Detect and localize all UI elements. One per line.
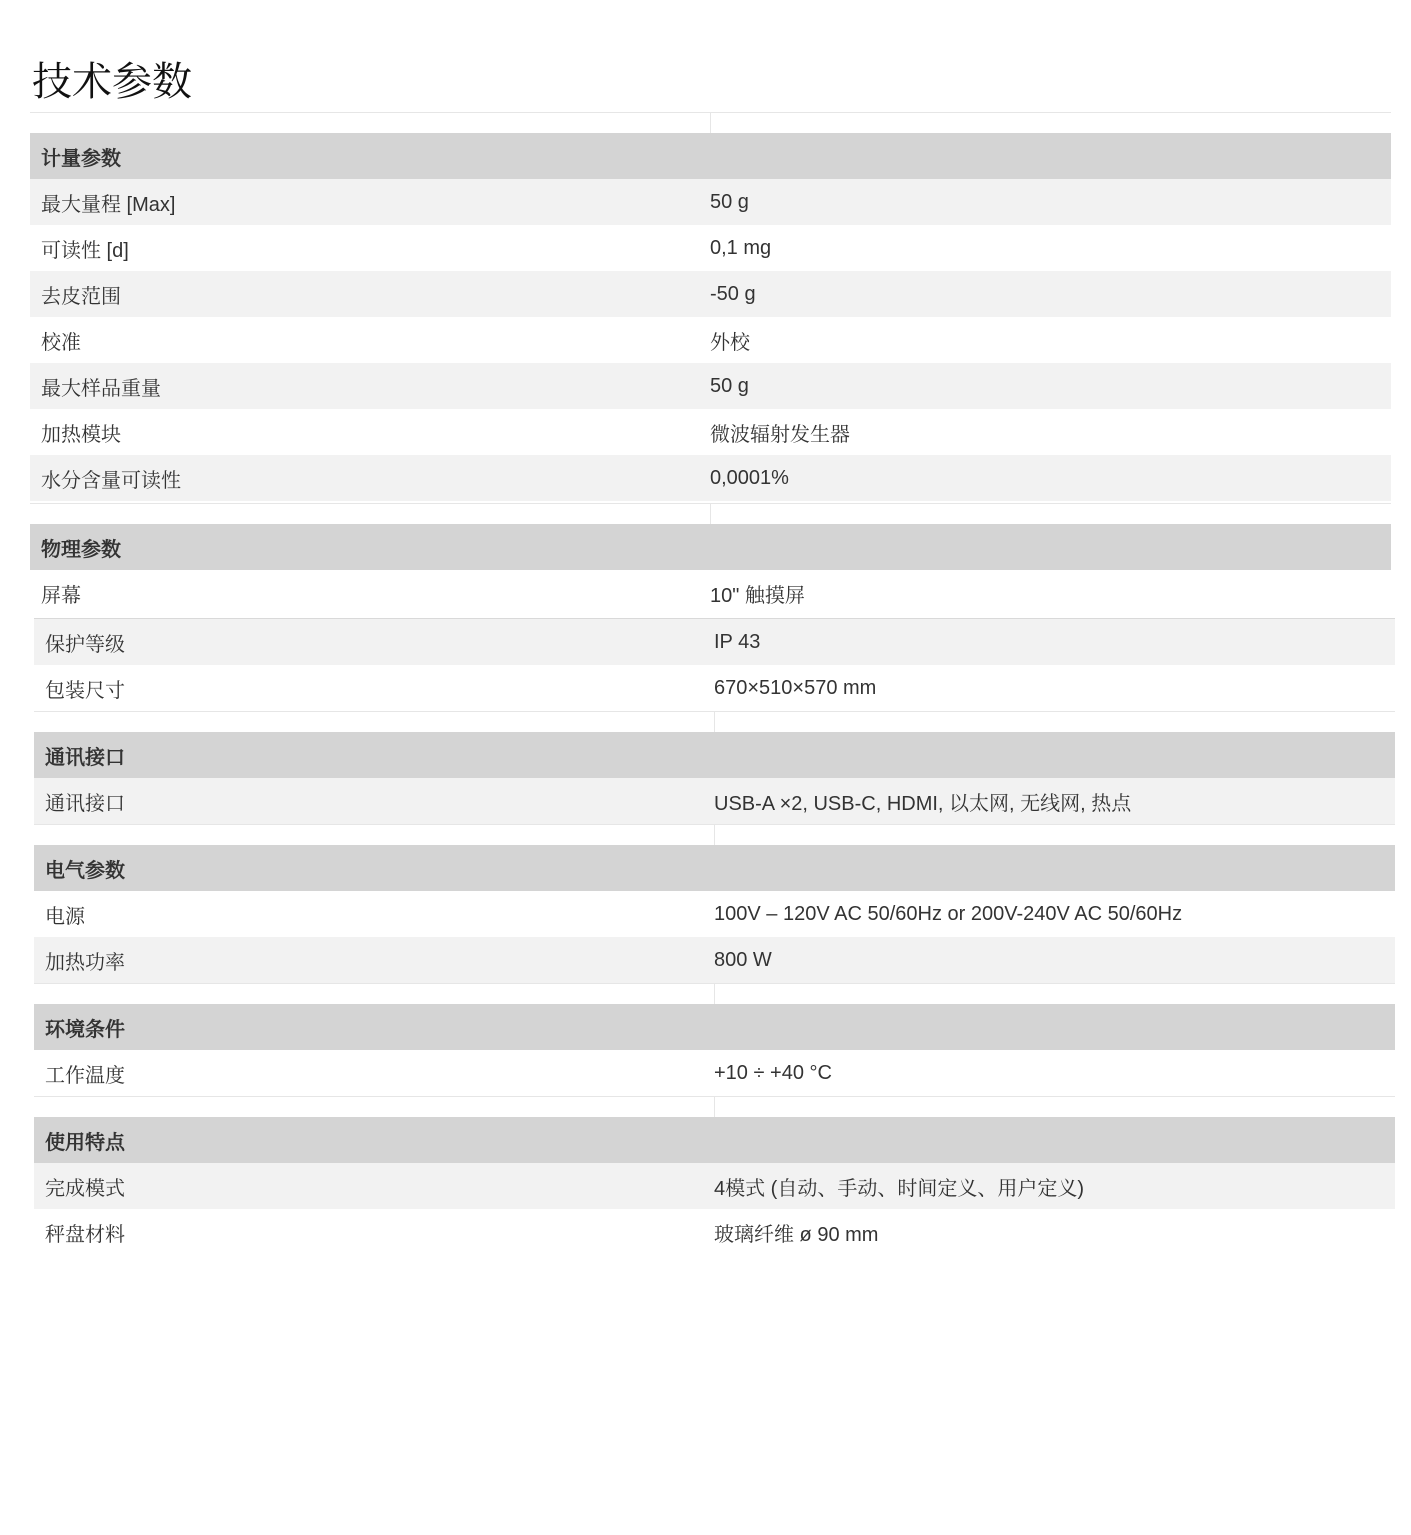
section-features <box>34 1096 1395 1255</box>
table-row <box>30 179 1391 225</box>
row-label: 可读性 [d] <box>41 239 129 262</box>
row-value: 50 g <box>710 190 749 213</box>
section-header: 使用特点 <box>34 1117 1395 1163</box>
row-label: 电源 <box>45 905 85 928</box>
table-row <box>30 225 1391 271</box>
section-spacer <box>34 824 1395 845</box>
row-label: 加热模块 <box>41 423 121 446</box>
row-value: 微波辐射发生器 <box>710 423 850 446</box>
row-label: 保护等级 <box>45 633 125 656</box>
row-label: 完成模式 <box>45 1177 125 1200</box>
row-label: 加热功率 <box>45 951 125 974</box>
row-label: 屏幕 <box>41 584 81 607</box>
row-value: +10 ÷ +40 °C <box>714 1061 832 1084</box>
row-value: 100V – 120V AC 50/60Hz or 200V-240V AC 50/60Hz <box>714 902 1183 925</box>
section-spacer <box>30 112 1391 133</box>
section-spacer <box>34 1096 1395 1117</box>
row-value: 800 W <box>714 948 772 971</box>
row-label: 秤盘材料 <box>45 1223 125 1246</box>
row-label: 最大量程 [Max] <box>41 193 176 216</box>
table-row <box>34 618 1395 665</box>
section-physical <box>30 503 1391 616</box>
table-row <box>34 1163 1395 1209</box>
row-label: 包装尺寸 <box>45 679 125 702</box>
section-header: 计量参数 <box>30 133 1391 179</box>
row-label: 水分含量可读性 <box>41 469 181 492</box>
row-value: 670×510×570 mm <box>714 676 877 699</box>
table-row <box>34 937 1395 983</box>
table-row <box>30 317 1391 363</box>
table-row <box>30 455 1391 501</box>
section-communication <box>34 711 1395 824</box>
row-value: 10" 触摸屏 <box>710 584 805 607</box>
row-value: USB-A ×2, USB-C, HDMI, 以太网, 无线网, 热点 <box>714 792 1132 815</box>
row-label: 去皮范围 <box>41 285 121 308</box>
section-electrical <box>34 824 1395 983</box>
row-value: 外校 <box>710 331 750 354</box>
table-row <box>34 665 1395 711</box>
page-title: 技术参数 <box>32 60 192 104</box>
row-value: 玻璃纤维 ø 90 mm <box>714 1223 879 1246</box>
section-spacer <box>30 503 1391 524</box>
table-row <box>30 409 1391 455</box>
section-spacer <box>34 711 1395 732</box>
row-label: 最大样品重量 <box>41 377 161 400</box>
section-environment <box>34 983 1395 1096</box>
table-row <box>30 570 1391 616</box>
table-row <box>30 271 1391 317</box>
row-label: 校准 <box>41 331 81 354</box>
section-metrology <box>30 112 1391 501</box>
table-row <box>34 778 1395 824</box>
section-physical-cont <box>34 618 1395 711</box>
row-value: 50 g <box>710 374 749 397</box>
row-value: -50 g <box>710 282 756 305</box>
section-header: 环境条件 <box>34 1004 1395 1050</box>
row-value: 4模式 (自动、手动、时间定义、用户定义) <box>714 1177 1084 1200</box>
table-row <box>34 1050 1395 1096</box>
table-row <box>34 891 1395 937</box>
row-label: 通讯接口 <box>45 792 125 815</box>
table-row <box>34 1209 1395 1255</box>
section-header: 通讯接口 <box>34 732 1395 778</box>
row-value: 0,0001% <box>710 466 789 489</box>
section-spacer <box>34 983 1395 1004</box>
table-row <box>30 363 1391 409</box>
row-value: 0,1 mg <box>710 236 772 259</box>
section-header: 物理参数 <box>30 524 1391 570</box>
row-value: IP 43 <box>714 630 761 653</box>
section-header: 电气参数 <box>34 845 1395 891</box>
row-label: 工作温度 <box>45 1064 125 1087</box>
